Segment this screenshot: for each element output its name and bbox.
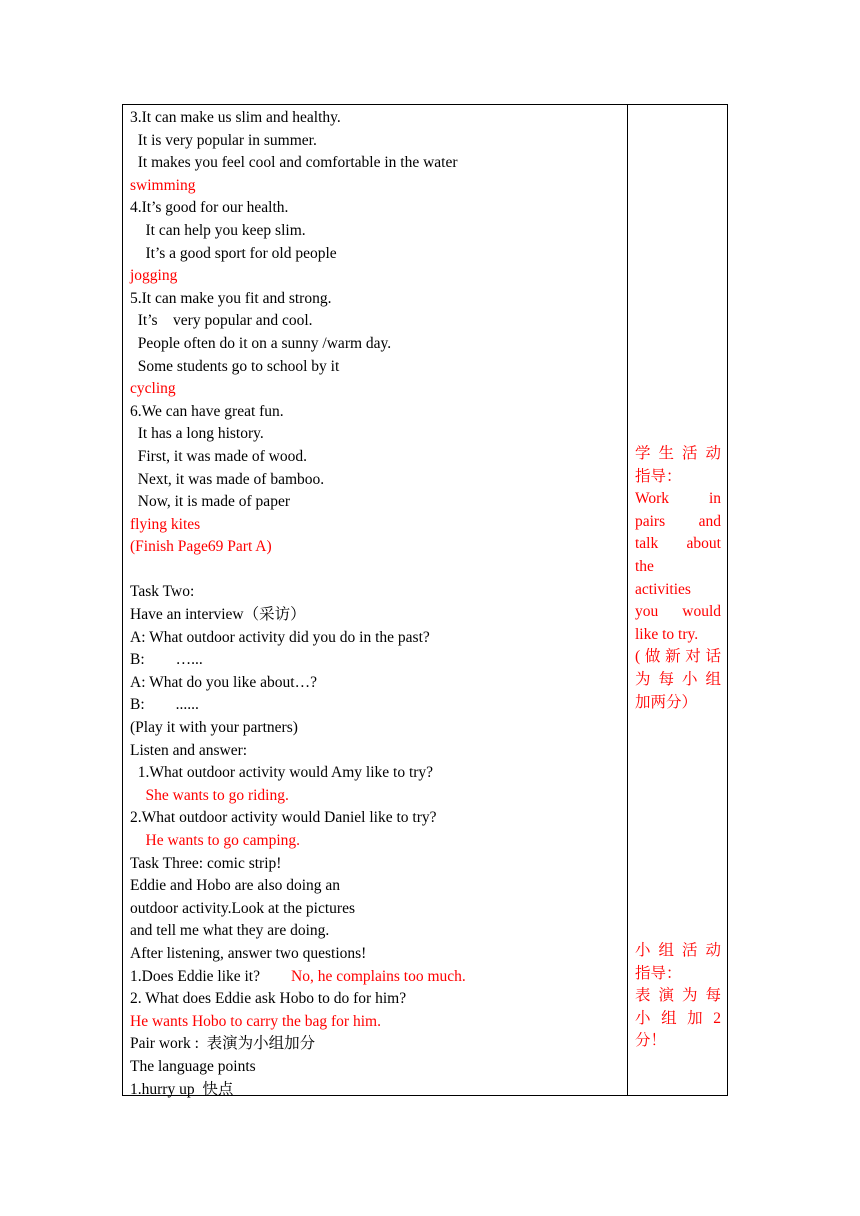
- question-line: [130, 966, 620, 989]
- text-line: 2. What does Eddie ask Hobo to do for him?: [130, 990, 407, 1008]
- text-line: 4.It’s good for our health.: [130, 199, 289, 217]
- answer-flying-kites: flying kites: [130, 515, 201, 533]
- text-line: B: …...: [130, 651, 203, 669]
- text-line: 1.What outdoor activity would Amy like to try?: [130, 764, 434, 782]
- side-note-line: 表 演 为 每: [635, 987, 721, 1005]
- column-divider: [627, 105, 628, 1095]
- answer-swimming: swimming: [130, 176, 196, 194]
- task-two-heading: Task Two:: [130, 583, 195, 601]
- text-line: Some students go to school by it: [130, 357, 340, 375]
- side-note-line: 学 生 活 动: [635, 445, 721, 462]
- text-line: After listening, answer two questions!: [130, 944, 367, 962]
- text-line: A: What outdoor activity did you do in the past?: [130, 628, 430, 646]
- text-line: It makes you feel cool and comfortable in the water: [130, 154, 458, 172]
- blank-line: [130, 559, 620, 582]
- text-line: 5.It can make you fit and strong.: [130, 289, 332, 307]
- text-line: B: ......: [130, 696, 199, 714]
- side-note-line: like to try.: [635, 625, 699, 643]
- text-line: and tell me what they are doing.: [130, 922, 330, 940]
- text-line: Eddie and Hobo are also doing an: [130, 877, 341, 895]
- side-note-line: the: [635, 557, 654, 575]
- text-line: 2.What outdoor activity would Daniel like to try?: [130, 809, 437, 827]
- text-line: It’s a good sport for old people: [130, 244, 337, 262]
- text-line: Listen and answer:: [130, 741, 248, 759]
- side-note-line: 加两分）: [635, 693, 698, 711]
- side-note-line: Work in: [635, 490, 721, 508]
- text-line: Have an interview（采访）: [130, 606, 306, 624]
- side-note-line: 小 组 活 动: [635, 942, 721, 959]
- text-line: Now, it is made of paper: [130, 493, 290, 511]
- side-note-line: 指导：: [635, 467, 682, 485]
- side-note-group-activity: [635, 940, 721, 1053]
- side-note-line: you would: [635, 603, 721, 621]
- text-line: 3.It can make us slim and healthy.: [130, 109, 341, 126]
- answer-hobo: He wants Hobo to carry the bag for him.: [130, 1012, 381, 1030]
- answer-daniel: He wants to go camping.: [130, 832, 301, 849]
- side-note-line: talk about: [635, 535, 721, 553]
- text-line: 1.hurry up 快点: [130, 1080, 234, 1098]
- side-note-line: 小 组 加 2: [635, 1009, 721, 1027]
- side-note-line: (做新对话: [635, 648, 721, 666]
- text-line: Next, it was made of bamboo.: [130, 470, 325, 488]
- text-line: It’s very popular and cool.: [130, 312, 313, 330]
- lesson-table: [122, 104, 728, 1096]
- text-line: A: What do you like about…?: [130, 673, 317, 691]
- language-points-heading: The language points: [130, 1057, 256, 1075]
- text-line: It has a long history.: [130, 425, 264, 443]
- text-line: 6.We can have great fun.: [130, 402, 284, 420]
- side-note-line: 指导：: [635, 964, 682, 982]
- side-note-line: 为 每 小 组: [635, 670, 721, 688]
- side-note-line: activities: [635, 580, 691, 598]
- question-eddie: 1.Does Eddie like it?: [130, 967, 291, 985]
- side-note-line: pairs and: [635, 512, 721, 530]
- answer-cycling: cycling: [130, 380, 176, 398]
- text-line: outdoor activity.Look at the pictures: [130, 899, 355, 917]
- side-note-student-activity: [635, 443, 721, 714]
- answer-amy: She wants to go riding.: [130, 786, 289, 804]
- text-line: (Play it with your partners): [130, 719, 298, 737]
- pair-work-line: Pair work : 表演为小组加分: [130, 1035, 316, 1053]
- text-line: It can help you keep slim.: [130, 221, 306, 239]
- text-line: People often do it on a sunny /warm day.: [130, 334, 392, 352]
- text-line: It is very popular in summer.: [130, 131, 317, 149]
- instruction-finish-page: (Finish Page69 Part A): [130, 538, 272, 556]
- side-note-line: 分！: [635, 1032, 667, 1050]
- answer-jogging: jogging: [130, 267, 178, 285]
- task-three-heading: Task Three: comic strip!: [130, 854, 282, 872]
- main-content-column: [130, 107, 620, 1101]
- text-line: First, it was made of wood.: [130, 447, 307, 465]
- answer-eddie: No, he complains too much.: [291, 967, 466, 985]
